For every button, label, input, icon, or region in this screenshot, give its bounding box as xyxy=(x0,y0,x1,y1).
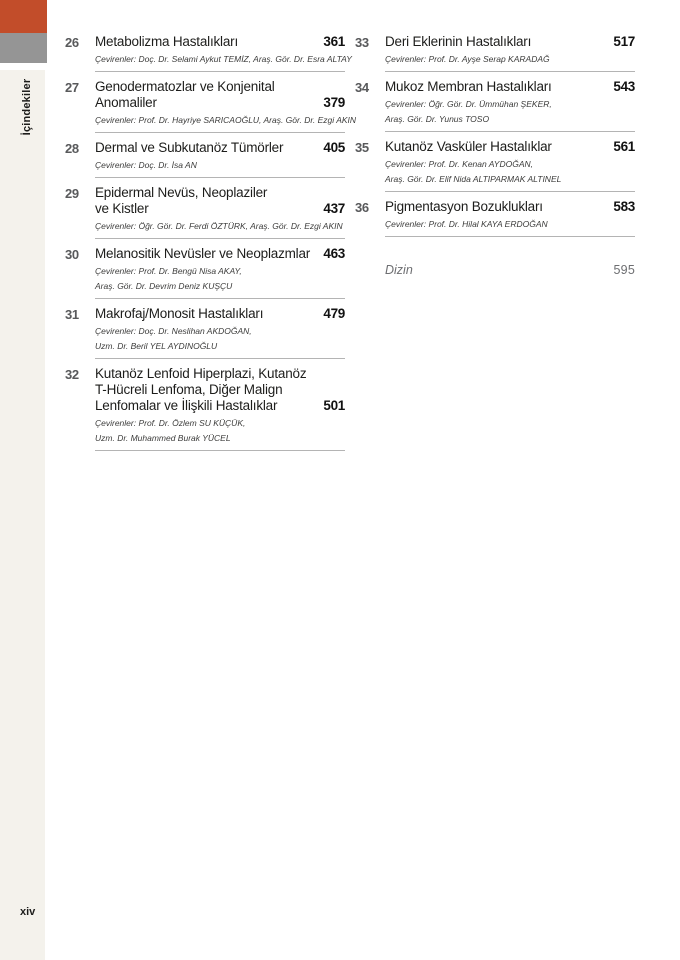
translator-credit: Araş. Gör. Dr. Yunus TOSO xyxy=(385,114,490,124)
sidebar-strip xyxy=(0,70,45,960)
chapter-title-text: T-Hücreli Lenfoma, Diğer Malign xyxy=(95,382,283,397)
chapter-title-text: Anomaliler xyxy=(95,95,157,110)
chapter-title-text: Makrofaj/Monosit Hastalıkları xyxy=(95,306,264,321)
chapter-title-line xyxy=(385,34,635,50)
chapter-number: 31 xyxy=(65,307,79,322)
translator-credit: Uzm. Dr. Muhammed Burak YÜCEL xyxy=(95,433,231,443)
page-number-roman: xiv xyxy=(20,906,36,918)
chapter-title-text: Epidermal Nevüs, Neoplaziler xyxy=(95,185,268,200)
chapter-title xyxy=(95,185,345,217)
chapter-translators xyxy=(385,217,635,232)
chapter-page-number: 501 xyxy=(323,398,345,413)
chapter-number: 28 xyxy=(65,141,79,156)
chapter-page-number: 405 xyxy=(323,140,345,155)
chapter-translators xyxy=(385,97,635,127)
chapter-number: 32 xyxy=(65,367,79,382)
chapter-translators xyxy=(385,52,635,67)
chapter-title-line xyxy=(95,140,345,156)
chapter-title xyxy=(95,34,345,50)
chapter-title xyxy=(95,140,345,156)
chapter-title-line xyxy=(95,79,345,95)
gray-block xyxy=(0,33,47,63)
chapter-title xyxy=(385,79,635,95)
chapter-title-text: Genodermatozlar ve Konjenital xyxy=(95,79,275,94)
chapter-title-text: Deri Eklerinin Hastalıkları xyxy=(385,34,532,49)
toc-entry xyxy=(65,246,345,299)
chapter-number: 34 xyxy=(355,80,369,95)
translator-credit: Araş. Gör. Dr. Elif Nida ALTIPARMAK ALTINEL xyxy=(385,174,562,184)
chapter-title-line xyxy=(95,306,345,322)
chapter-title-line xyxy=(95,185,345,201)
chapter-title xyxy=(95,366,345,414)
translator-credit: Çevirenler: Prof. Dr. Hayriye SARICAOĞLU, Araş. Gör. Dr. Ezgi AKIN xyxy=(95,115,357,125)
toc-column-left xyxy=(65,34,357,458)
toc-entry xyxy=(65,185,345,239)
chapter-number: 29 xyxy=(65,186,79,201)
accent-block xyxy=(0,0,47,33)
chapter-title-line xyxy=(95,382,345,398)
chapter-translators xyxy=(95,219,345,234)
chapter-number: 30 xyxy=(65,247,79,262)
chapter-title-text: Lenfomalar ve İlişkili Hastalıklar xyxy=(95,398,278,413)
toc-entry xyxy=(65,366,345,451)
chapter-title-text: Melanositik Nevüsler ve Neoplazmlar xyxy=(95,246,311,261)
chapter-translators xyxy=(95,52,352,67)
chapter-translators xyxy=(385,157,635,187)
chapter-title-text: Mukoz Membran Hastalıkları xyxy=(385,79,552,94)
toc-entry-body xyxy=(95,306,345,359)
chapter-title-line xyxy=(385,199,635,215)
chapter-title-line xyxy=(95,34,345,50)
toc-entry-body xyxy=(385,79,635,132)
toc-entry-body xyxy=(95,34,352,72)
chapter-number: 35 xyxy=(355,140,369,155)
chapter-number: 33 xyxy=(355,35,369,50)
chapter-title-text: Kutanöz Lenfoid Hiperplazi, Kutanöz xyxy=(95,366,307,381)
chapter-title-line xyxy=(95,398,345,414)
chapter-title xyxy=(385,199,635,215)
toc-entry-body xyxy=(95,366,345,451)
chapter-title xyxy=(95,246,345,262)
chapter-title-line xyxy=(95,366,345,382)
index-entry xyxy=(385,263,635,277)
chapter-number: 26 xyxy=(65,35,79,50)
chapter-page-number: 517 xyxy=(613,34,635,49)
chapter-title-text: Kutanöz Vasküler Hastalıklar xyxy=(385,139,552,154)
toc-entry xyxy=(65,306,345,359)
translator-credit: Çevirenler: Prof. Dr. Bengü Nisa AKAY, xyxy=(95,266,242,276)
toc-entry-body xyxy=(385,139,635,192)
chapter-number: 27 xyxy=(65,80,79,95)
chapter-title xyxy=(385,34,635,50)
translator-credit: Çevirenler: Prof. Dr. Özlem SU KÜÇÜK, xyxy=(95,418,246,428)
chapter-page-number: 479 xyxy=(323,306,345,321)
translator-credit: Çevirenler: Öğr. Gör. Dr. Ferdi ÖZTÜRK, Araş. Gör. Dr. Ezgi AKIN xyxy=(95,221,343,231)
chapter-translators xyxy=(95,264,345,294)
chapter-translators xyxy=(95,324,345,354)
index-page-number: 595 xyxy=(613,263,635,277)
chapter-page-number: 543 xyxy=(613,79,635,94)
toc-entry xyxy=(355,79,635,132)
toc-entry-body xyxy=(95,246,345,299)
chapter-title-text: Dermal ve Subkutanöz Tümörler xyxy=(95,140,284,155)
chapter-title-line xyxy=(385,139,635,155)
index-label: Dizin xyxy=(385,263,413,277)
toc-entry-body xyxy=(95,140,345,178)
translator-credit: Araş. Gör. Dr. Devrim Deniz KUŞÇU xyxy=(95,281,233,291)
translator-credit: Çevirenler: Öğr. Gör. Dr. Ümmühan ŞEKER, xyxy=(385,99,552,109)
toc-entry-body xyxy=(385,34,635,72)
translator-credit: Uzm. Dr. Beril YEL AYDINOĞLU xyxy=(95,341,218,351)
chapter-page-number: 583 xyxy=(613,199,635,214)
translator-credit: Çevirenler: Prof. Dr. Ayşe Serap KARADAĞ xyxy=(385,54,550,64)
toc-entry xyxy=(355,199,635,237)
toc-column-right xyxy=(355,34,635,277)
chapter-page-number: 361 xyxy=(323,34,345,49)
toc-entry xyxy=(65,79,357,133)
chapter-title xyxy=(95,306,345,322)
toc-entry-body xyxy=(95,185,345,239)
chapter-title-line xyxy=(385,79,635,95)
toc-entry xyxy=(355,34,635,72)
chapter-page-number: 379 xyxy=(323,95,345,110)
chapter-title xyxy=(385,139,635,155)
chapter-translators xyxy=(95,113,357,128)
chapter-page-number: 437 xyxy=(323,201,345,216)
toc-entry-body xyxy=(385,199,635,237)
toc-entry xyxy=(355,139,635,192)
section-vertical-label: İçindekiler xyxy=(21,78,33,136)
translator-credit: Çevirenler: Prof. Dr. Kenan AYDOĞAN, xyxy=(385,159,534,169)
translator-credit: Çevirenler: Doç. Dr. Selami Aykut TEMİZ, Araş. Gör. Dr. Esra ALTAY xyxy=(95,54,352,64)
chapter-title xyxy=(95,79,345,111)
chapter-title-text: Pigmentasyon Bozuklukları xyxy=(385,199,543,214)
toc-entry xyxy=(65,140,345,178)
toc-entry xyxy=(65,34,352,72)
chapter-translators xyxy=(95,416,345,446)
chapter-page-number: 463 xyxy=(323,246,345,261)
translator-credit: Çevirenler: Prof. Dr. Hilal KAYA ERDOĞAN xyxy=(385,219,548,229)
chapter-title-line xyxy=(95,201,345,217)
toc-entry-body xyxy=(95,79,357,133)
chapter-title-line xyxy=(95,95,345,111)
chapter-translators xyxy=(95,158,345,173)
chapter-page-number: 561 xyxy=(613,139,635,154)
chapter-title-text: Metabolizma Hastalıkları xyxy=(95,34,239,49)
chapter-title-text: ve Kistler xyxy=(95,201,149,216)
chapter-title-line xyxy=(95,246,345,262)
chapter-number: 36 xyxy=(355,200,369,215)
translator-credit: Çevirenler: Doç. Dr. Neslihan AKDOĞAN, xyxy=(95,326,252,336)
translator-credit: Çevirenler: Doç. Dr. İsa AN xyxy=(95,160,197,170)
